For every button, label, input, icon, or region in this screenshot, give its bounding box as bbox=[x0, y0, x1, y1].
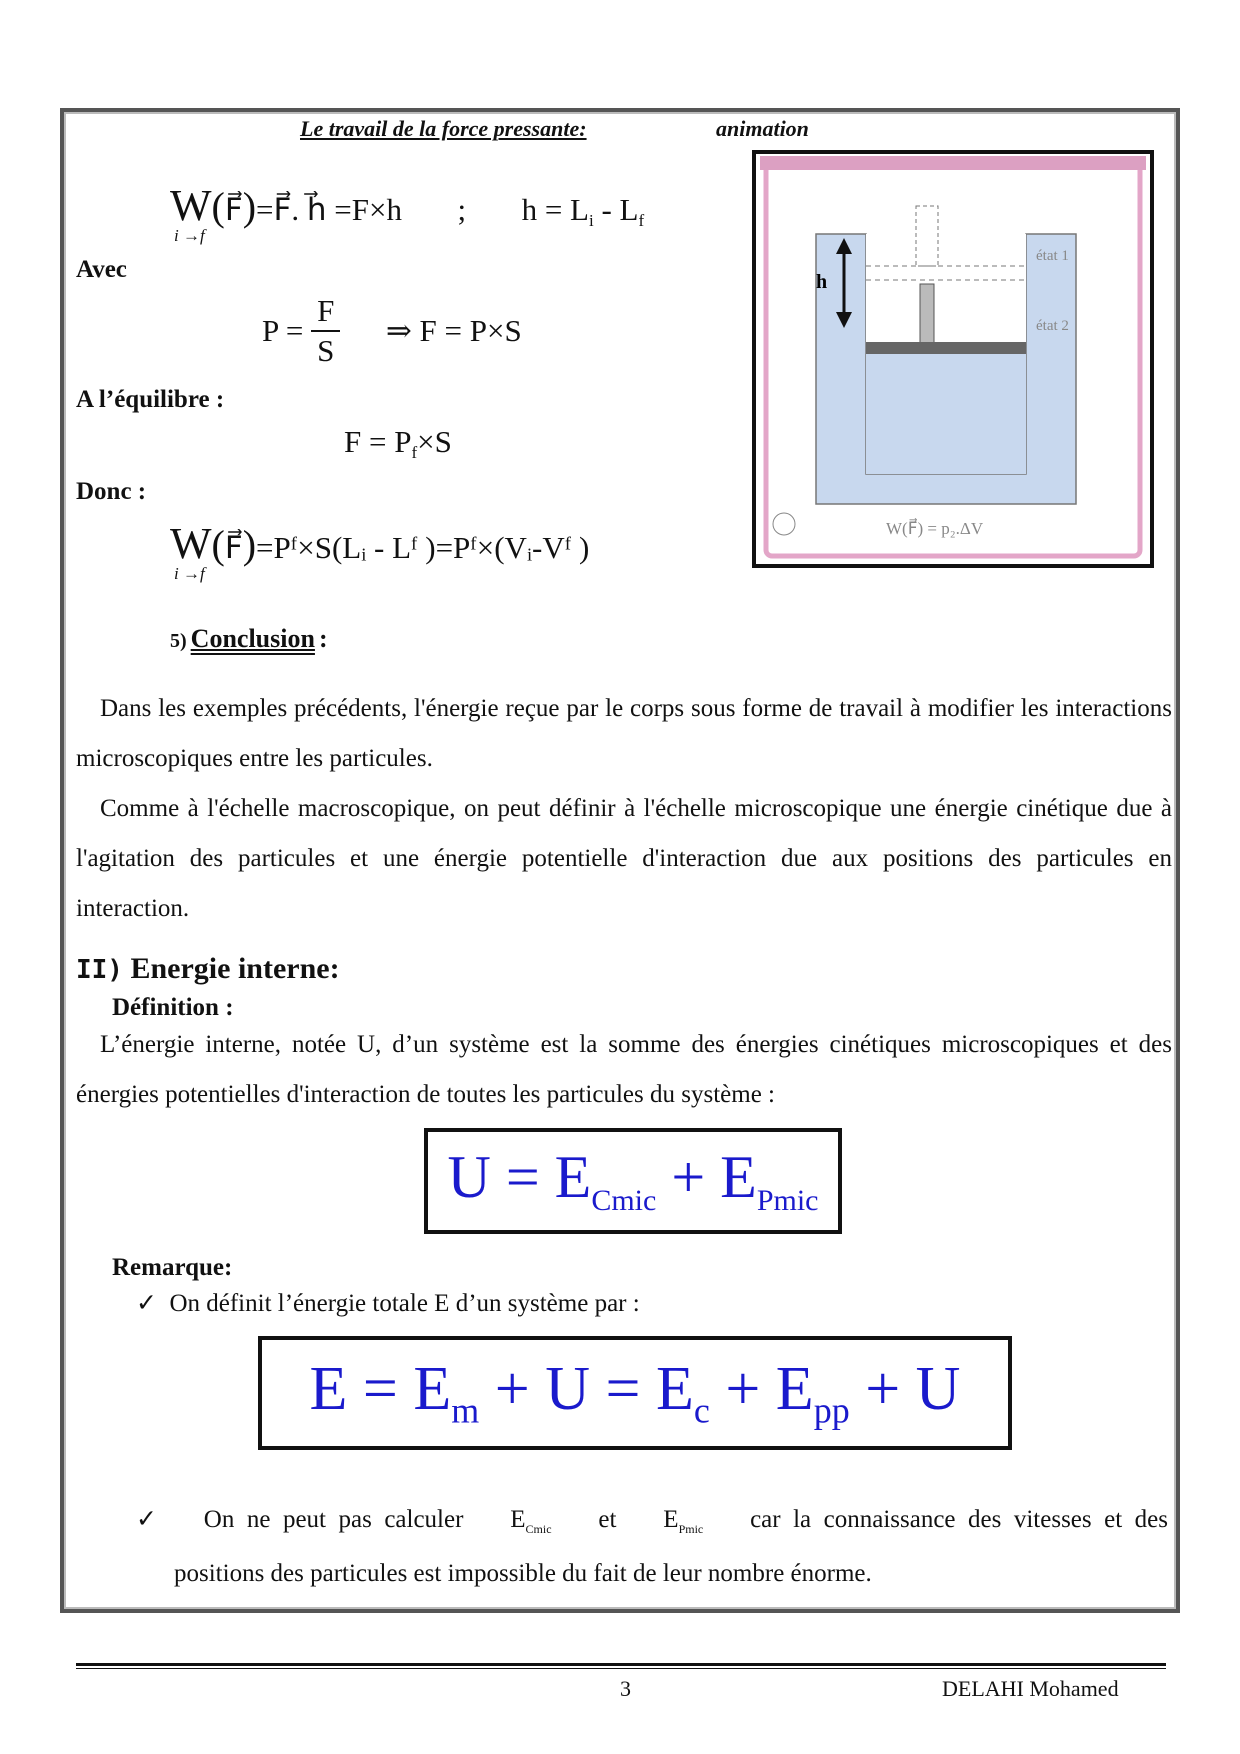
author-name: DELAHI Mohamed bbox=[942, 1676, 1119, 1701]
work-expression: =F⃗. h⃗ =F×h bbox=[256, 192, 402, 227]
conclusion-number: 5) bbox=[170, 630, 187, 652]
separator: ; bbox=[457, 192, 467, 227]
E-part-d: + U bbox=[849, 1354, 961, 1423]
pressure-fraction bbox=[311, 292, 340, 370]
section2-number: II) bbox=[76, 955, 123, 985]
U-mid: + E bbox=[656, 1143, 757, 1210]
h-definition: h = L bbox=[521, 192, 589, 227]
force-eq-lhs: F = P bbox=[344, 424, 412, 459]
definition-paragraph bbox=[76, 1020, 1172, 1120]
piston-diagram bbox=[756, 154, 1150, 564]
force-equilibrium-formula: $F = P_f\times S$ bbox=[344, 424, 452, 462]
check-icon-2: ✓ bbox=[136, 1506, 157, 1533]
footer-rule-thin bbox=[76, 1668, 1166, 1669]
remark-item-2 bbox=[136, 1504, 1168, 1537]
remark-2-E1: E bbox=[510, 1506, 526, 1533]
U-lhs: U = E bbox=[447, 1143, 592, 1210]
remark-2-E1-sub: Cmic bbox=[525, 1522, 552, 1536]
upper-region bbox=[866, 234, 1026, 344]
h-label: h bbox=[816, 271, 828, 293]
piston-figure[interactable] bbox=[752, 150, 1154, 568]
replay-icon bbox=[773, 513, 795, 535]
U-sub-pmic: Pmic bbox=[756, 1183, 819, 1217]
work-final-expression: =Pᶠ×S(Lᵢ - Lᶠ )=Pᶠ×(Vᵢ-Vᶠ ) bbox=[256, 530, 590, 565]
section-title bbox=[300, 116, 809, 142]
remark-2-line-2: positions des particules est impossible du fait de leur nombre énorme. bbox=[174, 1560, 872, 1587]
force-vector: F⃗ bbox=[224, 192, 243, 227]
work-symbol: W bbox=[170, 181, 212, 230]
pressure-lhs: P = bbox=[262, 313, 304, 348]
section2-title: Energie interne: bbox=[130, 952, 340, 985]
work-definition-formula: W(F⃗)=F⃗. h⃗ =F×h ; $h = L_i - L_f$ bbox=[170, 181, 645, 230]
conclusion-heading bbox=[170, 624, 328, 654]
force-vector-2: F⃗ bbox=[224, 530, 243, 565]
remark-2-part-b: car la connaissance des vitesses et des bbox=[750, 1506, 1168, 1533]
conclusion-title: Conclusion bbox=[190, 624, 315, 653]
work-subscript: i →f bbox=[174, 226, 205, 245]
fraction-numerator: F bbox=[311, 292, 340, 332]
E-part-c: + E bbox=[709, 1354, 814, 1423]
pressure-formula bbox=[262, 292, 522, 370]
U-sub-cmic: Cmic bbox=[591, 1183, 657, 1217]
total-energy-formula bbox=[258, 1336, 1012, 1450]
fraction-denominator: S bbox=[317, 333, 335, 368]
definition-label: Définition : bbox=[112, 994, 234, 1021]
figure-caption: W(F⃗) = p₂.ΔV bbox=[886, 519, 984, 538]
avec-label: Avec bbox=[76, 256, 127, 283]
definition-text: L’énergie interne, notée U, d’un système est la somme des énergies cinétiques microscopiques et des énergies potentielles d'interaction de toutes les particules du système : bbox=[76, 1031, 1172, 1108]
check-icon: ✓ bbox=[136, 1290, 157, 1317]
remark-2-E2: E bbox=[663, 1506, 679, 1533]
remark-2-et: et bbox=[598, 1506, 617, 1533]
state1-label: état 1 bbox=[1036, 248, 1069, 264]
remark-2-part-a: On ne peut pas calculer bbox=[203, 1506, 464, 1533]
remark-1-text: On définit l’énergie totale E d’un système par : bbox=[169, 1290, 640, 1317]
implies-expression: ⇒ F = P×S bbox=[385, 313, 522, 348]
E-part-b: + U = E bbox=[479, 1354, 694, 1423]
equilibre-label: A l’équilibre : bbox=[76, 386, 225, 413]
conclusion-paragraph-1 bbox=[76, 684, 1172, 784]
section2-heading bbox=[76, 952, 340, 986]
conclusion-paragraph-2 bbox=[76, 784, 1172, 934]
conclusion-p1-text: Dans les exemples précédents, l'énergie reçue par le corps sous forme de travail à modifier les interactions microscopiques entre les particules. bbox=[76, 695, 1172, 772]
work-symbol-2: W bbox=[170, 519, 212, 568]
page-number: 3 bbox=[620, 1676, 631, 1701]
remarque-label: Remarque: bbox=[112, 1254, 233, 1281]
state2-label: état 2 bbox=[1036, 318, 1069, 334]
piston-head bbox=[866, 342, 1026, 354]
remark-2-E2-sub: Pmic bbox=[678, 1522, 704, 1536]
E-sub-c: c bbox=[693, 1390, 710, 1431]
donc-label: Donc : bbox=[76, 478, 147, 505]
E-part-a: E = E bbox=[309, 1354, 452, 1423]
conclusion-p2-text: Comme à l'échelle macroscopique, on peut définir à l'échelle microscopique une énergie cinétique due à l'agitation des particules et une énergie potentielle d'interaction due aux positions des particules en interaction. bbox=[76, 795, 1172, 922]
E-sub-m: m bbox=[451, 1390, 480, 1431]
figure-top-band bbox=[760, 156, 1146, 170]
piston-rod bbox=[920, 284, 934, 344]
force-pressante-title: Le travail de la force pressante: bbox=[300, 116, 587, 141]
footer-rule bbox=[76, 1663, 1166, 1666]
gas-region bbox=[866, 344, 1026, 474]
remark-item-1 bbox=[136, 1288, 640, 1318]
E-sub-pp: pp bbox=[813, 1390, 850, 1431]
conclusion-colon: : bbox=[318, 624, 328, 653]
force-eq-tail: ×S bbox=[417, 424, 452, 459]
internal-energy-formula bbox=[424, 1128, 842, 1234]
animation-label[interactable]: animation bbox=[716, 116, 809, 141]
work-final-formula: W(F⃗)=Pᶠ×S(Lᵢ - Lᶠ )=Pᶠ×(Vᵢ-Vᶠ ) bbox=[170, 519, 590, 568]
work-subscript-2: i →f bbox=[174, 564, 205, 583]
